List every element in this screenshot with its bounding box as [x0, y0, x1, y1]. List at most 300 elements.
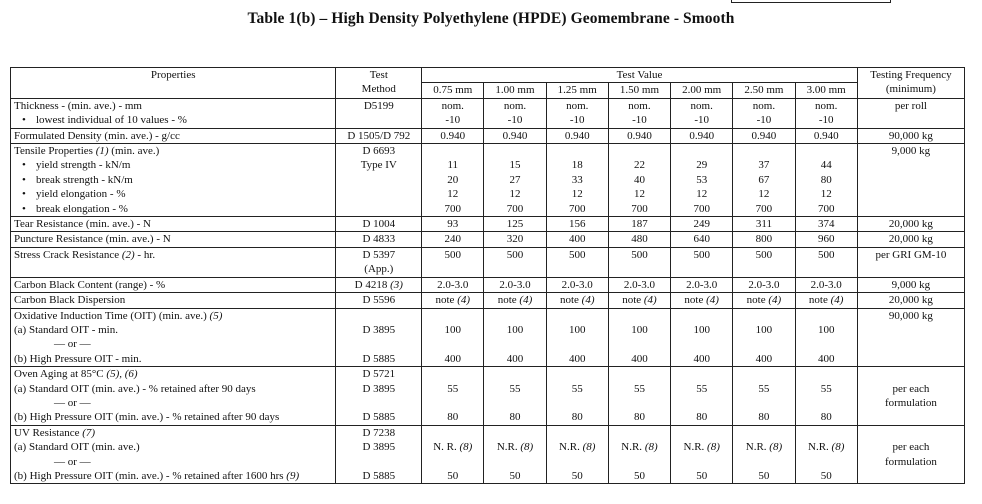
value-line: 240 — [444, 233, 461, 246]
cell-test-method — [336, 367, 422, 426]
cell-value-200-mm — [671, 144, 733, 217]
cell-value-125-mm — [546, 425, 608, 484]
test-method-line — [339, 337, 418, 351]
value-line — [425, 396, 480, 410]
value-line: 400 — [755, 352, 773, 365]
cell-value-125-mm — [546, 308, 608, 367]
cell-value-250-mm — [733, 293, 795, 308]
cell-value-200-mm — [671, 277, 733, 292]
value-line — [612, 309, 667, 323]
value-line: 2.0-3.0 — [623, 278, 656, 291]
value-line: 12 — [571, 188, 583, 201]
value-line: 12 — [820, 188, 832, 201]
value-line: 2.0-3.0 — [748, 278, 780, 291]
value-line — [674, 367, 729, 381]
frequency-line: per GRI GM-10 — [875, 248, 947, 261]
value-line: 2.0-3.0 — [561, 278, 593, 291]
value-line — [799, 309, 854, 323]
value-line: 249 — [693, 218, 710, 231]
value-line — [425, 426, 480, 440]
value-line: 50 — [447, 469, 459, 482]
cell-value-150-mm — [608, 425, 670, 484]
value-line: 100 — [755, 323, 773, 336]
cell-value-075-mm — [422, 128, 484, 143]
value-line: 100 — [693, 323, 710, 336]
value-line — [487, 337, 542, 351]
cell-testing-frequency — [857, 308, 964, 367]
test-method-line: (App.) — [364, 263, 394, 276]
test-method-line — [339, 202, 418, 216]
cell-value-125-mm — [546, 247, 608, 277]
cell-testing-frequency — [857, 98, 964, 128]
row-thickness — [11, 98, 965, 128]
cell-test-method — [336, 293, 422, 308]
value-line — [487, 309, 542, 323]
value-line: 156 — [568, 218, 586, 231]
row-puncture-resistance — [11, 232, 965, 247]
cell-testing-frequency — [857, 247, 964, 277]
cell-property — [11, 128, 336, 143]
property-line: (a) Standard OIT (min. ave.) - % retained after 90 days — [14, 382, 256, 395]
frequency-line — [861, 367, 961, 381]
frequency-line: formulation — [884, 455, 937, 468]
value-line: 50 — [820, 469, 832, 482]
value-line: -10 — [632, 114, 647, 127]
cell-testing-frequency — [857, 144, 964, 217]
header-thickness-4: 2.00 mm — [671, 83, 733, 98]
value-line: 0.940 — [813, 129, 839, 142]
value-line — [550, 144, 605, 158]
value-line: 100 — [568, 323, 586, 336]
value-line — [799, 144, 854, 158]
value-line: 374 — [817, 218, 835, 231]
value-line: nom. — [503, 99, 527, 112]
value-line: 640 — [693, 233, 710, 246]
header-thickness-2: 1.25 mm — [546, 83, 608, 98]
value-line: 700 — [506, 202, 524, 215]
value-line — [487, 367, 542, 381]
frequency-line: per roll — [894, 99, 927, 112]
cell-value-125-mm — [546, 367, 608, 426]
header-properties-label: Properties — [150, 69, 196, 81]
cell-value-150-mm — [608, 128, 670, 143]
value-line — [612, 426, 667, 440]
value-line: 22 — [633, 159, 645, 172]
cell-testing-frequency — [857, 217, 964, 232]
value-line: 100 — [631, 323, 648, 336]
value-line: nom. — [815, 99, 838, 112]
value-line: -10 — [445, 114, 461, 127]
value-line: 44 — [820, 159, 832, 172]
cell-value-300-mm — [795, 98, 857, 128]
property-line: Carbon Black Dispersion — [14, 294, 126, 307]
cell-value-125-mm — [546, 98, 608, 128]
value-line: -10 — [694, 114, 710, 127]
value-line — [550, 309, 605, 323]
value-line: nom. — [628, 99, 651, 112]
cell-value-250-mm — [733, 247, 795, 277]
cell-value-075-mm — [422, 277, 484, 292]
property-or-separator: — or — — [54, 338, 91, 351]
cell-property — [11, 293, 336, 308]
value-line — [550, 337, 605, 351]
cell-value-075-mm — [422, 308, 484, 367]
cell-value-300-mm — [795, 144, 857, 217]
property-line: (b) High Pressure OIT - min. — [14, 352, 142, 365]
cell-value-075-mm — [422, 247, 484, 277]
header-thickness-3: 1.50 mm — [608, 83, 670, 98]
value-line: -10 — [818, 114, 834, 127]
value-line: 80 — [696, 411, 708, 424]
cell-value-300-mm — [795, 293, 857, 308]
cell-value-125-mm — [546, 293, 608, 308]
value-line — [736, 309, 791, 323]
value-line — [736, 396, 791, 410]
value-line: note (4) — [435, 294, 471, 307]
cell-value-300-mm — [795, 217, 857, 232]
cell-value-250-mm — [733, 98, 795, 128]
value-line: 700 — [817, 202, 835, 215]
value-line — [674, 337, 729, 351]
cell-value-150-mm — [608, 367, 670, 426]
row-formulated-density — [11, 128, 965, 143]
cell-value-075-mm — [422, 217, 484, 232]
value-line: 500 — [444, 248, 461, 261]
frequency-line: 90,000 kg — [888, 129, 933, 142]
value-line: 55 — [633, 382, 645, 395]
cell-value-200-mm — [671, 425, 733, 484]
value-line: note (4) — [808, 294, 844, 307]
cell-value-100-mm — [484, 277, 546, 292]
cell-test-method — [336, 425, 422, 484]
cell-value-250-mm — [733, 277, 795, 292]
value-line: 700 — [693, 202, 710, 215]
test-method-line — [339, 396, 418, 410]
test-method-line: D 3895 — [362, 382, 396, 395]
value-line: 55 — [696, 382, 708, 395]
header-frequency-line: Testing Frequency — [870, 69, 952, 81]
property-line: (b) High Pressure OIT (min. ave.) - % retained after 1600 hrs (9) — [14, 469, 300, 482]
property-line: Puncture Resistance (min. ave.) - N — [14, 233, 171, 246]
value-line — [736, 426, 791, 440]
test-method-line: D 1004 — [362, 218, 396, 231]
frequency-line: formulation — [884, 396, 937, 409]
cell-value-200-mm — [671, 128, 733, 143]
cell-property — [11, 367, 336, 426]
value-line: 18 — [571, 159, 583, 172]
value-line: 50 — [633, 469, 645, 482]
test-method-line — [339, 113, 418, 127]
value-line: 320 — [506, 233, 524, 246]
value-line — [736, 144, 791, 158]
cell-test-method — [336, 144, 422, 217]
frequency-line: 90,000 kg — [888, 309, 933, 322]
cell-value-100-mm — [484, 128, 546, 143]
test-method-line: D 5885 — [362, 411, 396, 424]
cell-test-method — [336, 277, 422, 292]
cell-value-125-mm — [546, 128, 608, 143]
value-line: 33 — [571, 173, 583, 186]
cell-value-125-mm — [546, 144, 608, 217]
value-line: N.R. (8) — [559, 441, 596, 454]
cell-value-250-mm — [733, 144, 795, 217]
cell-property — [11, 277, 336, 292]
frequency-line: per each — [892, 382, 930, 395]
property-bullet-line: • yield elongation - % — [14, 187, 332, 201]
cell-value-100-mm — [484, 247, 546, 277]
property-bullet-line: • break elongation - % — [14, 202, 332, 216]
cell-value-200-mm — [671, 232, 733, 247]
cell-value-250-mm — [733, 367, 795, 426]
property-line: Oven Aging at 85°C (5), (6) — [14, 368, 138, 381]
value-line: 0.940 — [564, 129, 590, 142]
frequency-line: 20,000 kg — [888, 233, 933, 246]
value-line — [487, 144, 542, 158]
test-method-line: D 5885 — [362, 469, 396, 482]
test-method-line: D 7238 — [362, 426, 396, 439]
value-line — [799, 455, 854, 469]
test-method-line: D 5596 — [362, 294, 396, 307]
value-line: 125 — [506, 218, 524, 231]
value-line: 50 — [571, 469, 583, 482]
row-carbon-black-dispersion — [11, 293, 965, 308]
cell-value-200-mm — [671, 308, 733, 367]
cell-value-125-mm — [546, 217, 608, 232]
value-line: 93 — [447, 218, 459, 231]
value-line — [425, 144, 480, 158]
value-line — [674, 455, 729, 469]
frequency-line — [861, 469, 961, 483]
cell-value-150-mm — [608, 232, 670, 247]
value-line: 55 — [447, 382, 459, 395]
cell-value-300-mm — [795, 232, 857, 247]
value-line: 11 — [447, 159, 459, 172]
frequency-line: 9,000 kg — [891, 145, 931, 158]
value-line: 960 — [817, 233, 835, 246]
property-or-separator: — or — — [54, 396, 91, 409]
value-line: -10 — [569, 114, 585, 127]
cell-test-method — [336, 98, 422, 128]
cell-value-100-mm — [484, 98, 546, 128]
cell-value-300-mm — [795, 367, 857, 426]
cell-property — [11, 98, 336, 128]
test-method-line: D 1505/D 792 — [347, 129, 411, 142]
value-line: nom. — [690, 99, 713, 112]
value-line: 100 — [444, 323, 461, 336]
cell-value-200-mm — [671, 293, 733, 308]
value-line: 0.940 — [440, 129, 466, 142]
cell-value-250-mm — [733, 217, 795, 232]
test-method-line — [339, 173, 418, 187]
value-line: 400 — [506, 352, 524, 365]
value-line: 0.940 — [751, 129, 777, 142]
value-line: 12 — [758, 188, 770, 201]
value-line — [736, 455, 791, 469]
cell-value-200-mm — [671, 367, 733, 426]
top-page-edge-box — [731, 0, 891, 3]
header-thickness-0: 0.75 mm — [422, 83, 484, 98]
value-line: -10 — [756, 114, 772, 127]
value-line: 480 — [631, 233, 648, 246]
property-line: Thickness - (min. ave.) - mm — [14, 99, 142, 112]
header-testing-frequency — [857, 68, 964, 99]
value-line: 27 — [509, 173, 521, 186]
value-line: note (4) — [684, 294, 719, 307]
test-method-line: D 3895 — [362, 323, 396, 336]
cell-value-250-mm — [733, 232, 795, 247]
row-tensile-properties — [11, 144, 965, 217]
cell-property — [11, 217, 336, 232]
cell-testing-frequency — [857, 425, 964, 484]
value-line: 400 — [568, 352, 586, 365]
value-line: N.R. (8) — [496, 441, 534, 454]
value-line: 80 — [447, 411, 459, 424]
cell-value-100-mm — [484, 367, 546, 426]
property-bullet-line: • lowest individual of 10 values - % — [14, 113, 332, 127]
value-line: 400 — [817, 352, 835, 365]
value-line: 80 — [820, 411, 832, 424]
cell-value-250-mm — [733, 308, 795, 367]
value-line: 100 — [817, 323, 835, 336]
value-line: note (4) — [622, 294, 657, 307]
value-line — [799, 367, 854, 381]
value-line — [487, 426, 542, 440]
cell-value-100-mm — [484, 232, 546, 247]
cell-value-075-mm — [422, 232, 484, 247]
cell-value-075-mm — [422, 144, 484, 217]
value-line: 12 — [633, 188, 645, 201]
property-line: (a) Standard OIT - min. — [14, 323, 118, 336]
specification-table — [10, 67, 965, 484]
value-line: 80 — [758, 411, 770, 424]
value-line — [550, 396, 605, 410]
header-thickness-6: 3.00 mm — [795, 83, 857, 98]
row-carbon-black-content — [11, 277, 965, 292]
value-line — [674, 396, 729, 410]
value-line: nom. — [752, 99, 776, 112]
value-line — [612, 396, 667, 410]
value-line: 700 — [755, 202, 773, 215]
cell-property — [11, 308, 336, 367]
value-line: 12 — [447, 188, 459, 201]
value-line: 20 — [447, 173, 459, 186]
value-line — [674, 309, 729, 323]
cell-value-300-mm — [795, 247, 857, 277]
cell-value-075-mm — [422, 98, 484, 128]
value-line: 700 — [568, 202, 586, 215]
header-test-method — [336, 68, 422, 99]
value-line — [799, 396, 854, 410]
test-method-line: D 6693 — [362, 145, 396, 158]
value-line: 500 — [693, 248, 710, 261]
value-line: N.R. (8) — [808, 441, 845, 454]
cell-test-method — [336, 232, 422, 247]
property-line: (a) Standard OIT (min. ave.) — [14, 441, 140, 454]
cell-value-200-mm — [671, 247, 733, 277]
row-stress-crack-resistance — [11, 247, 965, 277]
value-line: 700 — [631, 202, 648, 215]
header-thickness-1: 1.00 mm — [484, 83, 546, 98]
cell-test-method — [336, 217, 422, 232]
cell-value-100-mm — [484, 144, 546, 217]
value-line — [550, 367, 605, 381]
property-line: (b) High Pressure OIT (min. ave.) - % retained after 90 days — [14, 411, 280, 424]
property-bullet-line: • break strength - kN/m — [14, 173, 332, 187]
cell-testing-frequency — [857, 293, 964, 308]
cell-testing-frequency — [857, 277, 964, 292]
header-properties — [11, 68, 336, 99]
cell-value-150-mm — [608, 98, 670, 128]
cell-value-100-mm — [484, 308, 546, 367]
value-line: 55 — [571, 382, 583, 395]
value-line — [674, 426, 729, 440]
value-line — [736, 337, 791, 351]
cell-value-300-mm — [795, 308, 857, 367]
cell-property — [11, 144, 336, 217]
cell-value-300-mm — [795, 277, 857, 292]
value-line: 100 — [506, 323, 524, 336]
value-line — [550, 455, 605, 469]
property-line: UV Resistance (7) — [14, 426, 96, 439]
test-method-line: D 4833 — [362, 233, 396, 246]
cell-testing-frequency — [857, 367, 964, 426]
header-thickness-5: 2.50 mm — [733, 83, 795, 98]
row-oven-aging — [11, 367, 965, 426]
value-line: 311 — [755, 218, 772, 231]
header-test-method-line: Method — [361, 83, 396, 96]
cell-property — [11, 232, 336, 247]
cell-test-method — [336, 308, 422, 367]
cell-value-075-mm — [422, 367, 484, 426]
test-method-line: D 5397 — [362, 248, 396, 261]
value-line: 400 — [693, 352, 710, 365]
cell-property — [11, 247, 336, 277]
test-method-line — [339, 187, 418, 201]
value-line: 500 — [755, 248, 773, 261]
frequency-line — [861, 426, 961, 440]
value-line: 12 — [509, 188, 521, 201]
property-line: Tensile Properties (1) (min. ave.) — [14, 145, 160, 158]
value-line — [487, 455, 542, 469]
cell-value-100-mm — [484, 217, 546, 232]
test-method-line: D 3895 — [362, 441, 396, 454]
row-uv-resistance — [11, 425, 965, 484]
value-line: 0.940 — [502, 129, 528, 142]
cell-value-250-mm — [733, 128, 795, 143]
cell-value-150-mm — [608, 144, 670, 217]
cell-value-150-mm — [608, 293, 670, 308]
value-line: 67 — [758, 173, 770, 186]
row-oxidative-induction-time — [11, 308, 965, 367]
header-test-value — [422, 68, 858, 83]
cell-value-200-mm — [671, 217, 733, 232]
value-line — [799, 337, 854, 351]
frequency-line — [861, 410, 961, 424]
test-method-line: D 5885 — [362, 352, 396, 365]
value-line: 15 — [509, 159, 521, 172]
value-line — [799, 426, 854, 440]
test-method-line — [339, 455, 418, 469]
cell-value-300-mm — [795, 425, 857, 484]
property-line: Carbon Black Content (range) - % — [14, 278, 166, 291]
value-line — [425, 455, 480, 469]
value-line — [425, 367, 480, 381]
header-frequency-line: (minimum) — [885, 83, 936, 96]
value-line: 50 — [758, 469, 770, 482]
value-line: 80 — [509, 411, 521, 424]
value-line — [425, 337, 480, 351]
value-line: 400 — [631, 352, 648, 365]
